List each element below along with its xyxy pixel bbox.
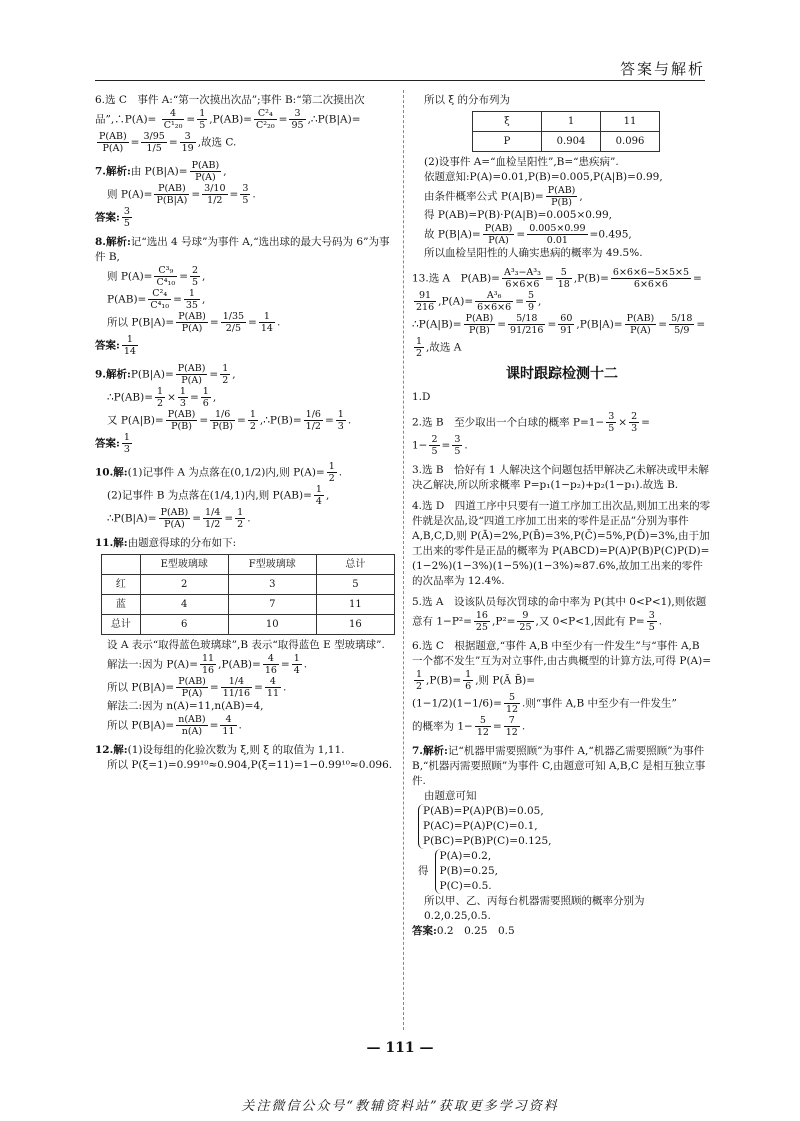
equation-system-1: P(AB)=P(A)P(B)=0.05, P(AC)=P(A)P(C)=0.1, P(BC)=P(B)P(C)=0.125, [418, 804, 551, 849]
q11: 11.解:由题意得球的分布如下: E型玻璃球 F型玻璃球 总计 红 2 3 5 蓝 4 7 11 总计 6 10 16 设 A 表示“取得蓝色玻璃球”,B 表示“取得蓝色 E 型玻璃球”. 解法一:因为 P(A)= $\frac{11}{16}$ ,P(AB)= $\frac{4}{16}$ = $\frac{1}{4}$ . 所以 P(B|A)= $\frac{P(AB)}{P(A)}$ = $\frac{1/4}{11/16}$ = $\frac{4}{11}$ . 解法二:因为 n(A)=11,n(AB)=4, 所以 P(B|A)= $\frac{n(AB)}{n(A)}$ = $\frac{4}{11}$ . [95, 536, 395, 737]
q12-continued: 所以 ξ 的分布列为 ξ 1 11 P 0.904 0.096 (2)设事件 A=“血检呈阳性”,B=“患疾病”. 依题意知:P(A)=0.01,P(B)=0.005,P(A|B)=0.99, 由条件概率公式 P(A|B)= $\frac{P(AB)}{P(B)}$ , 得 P(AB)=P(B)·P(A|B)=0.005×0.99, 故 P(B|A)= $\frac{P(AB)}{P(A)}$ = $\frac{0.005\times 0.99}{0.01}$ =0.495, 所以血检呈阳性的人确实患病的概率为 49.5%. [424, 94, 663, 259]
xi-distribution-table: ξ 1 11 P 0.904 0.096 [472, 111, 660, 152]
a7: 7.解析:记“机器甲需要照顾”为事件 A,“机器乙需要照顾”为事件 B,“机器丙需要照顾”为事件 C,由题意可知 A,B,C 是相互独立事件. 由题意可知 P(AB)=P(A)P(B)=0.05, P(AC)=P(A)P(C)=0.1, P(BC)=P(B)P(C)=0.125, 得 P(A)=0.2, P(B)=0.25, P(C)=0.5. 所以甲、乙、丙每台机器需要照顾的概率分别为 0.2,0.25,0.5. 答案:0.2 0.25 0.5 [412, 745, 706, 937]
q12: 12.解:(1)设每组的化验次数为 ξ,则 ξ 的取值为 1,11. 所以 P(ξ=1)=0.99¹⁰≈0.904,P(ξ=11)=1−0.99¹⁰≈0.096. [95, 744, 393, 771]
section-title: 课时跟踪检测十二 [506, 366, 618, 382]
footer-promo: 关注微信公众号“教辅资料站”获取更多学习资料 [241, 1099, 559, 1114]
page-number: — 111 — [366, 1040, 434, 1056]
a4: 4.选 D 四道工序中只要有一道工序加工出次品,则加工出来的零件就是次品,设“四道工序加工出来的零件是正品”分别为事件 A,B,C,D,则 P(Ā)=2%,P(B̄)=3%,P(C̄)=5%,P(D̄)=3%,由于加工出来的零件是正品的概率为 P(ABCD)=P(A)P(B)P(C)P(D)=(1−2%)(1−3%)(1−5%)(1−3%)≈87.6%,故加工出来的零件的次品率为 12.4%. [412, 500, 711, 587]
q6: 6.选 C 事件 A:“第一次摸出次品”;事件 B:“第二次摸出次品”,∴P(A)= $\frac{4}{\text{C¹₂₀}}$ = $\frac{1}{5}$ ,P(AB)= $\frac{\text{C²₄}}{\text{C²₂₀}}$ = $\frac{3}{95}$ ,∴P(B|A)= $\frac{P(AB)}{P(A)}$ = $\frac{3/95}{1/5}$ = $\frac{3}{19}$ ,故选 C. [95, 94, 365, 154]
table-row: 红 2 3 5 [102, 575, 395, 595]
ball-distribution-table: E型玻璃球 F型玻璃球 总计 红 2 3 5 蓝 4 7 11 总计 6 10 16 [101, 554, 395, 635]
a2: 2.选 B 至少取出一个白球的概率 P=1− $\frac{3}{5}$ × $\frac{2}{3}$ = 1− $\frac{2}{5}$ = $\frac{3}{5}$ . [412, 411, 650, 457]
header-rule [95, 80, 705, 81]
a6: 6.选 C 根据题意,“事件 A,B 中至少有一件发生”与“事件 A,B 一个都不发生”互为对立事件,由古典概型的计算方法,可得 P(A)= $\frac{1}{2}$ ,P(B)= $\frac{1}{6}$ ,则 P(Ā B̄)= (1−1/2)(1−1/6)= $\frac{5}{12}$ .则“事件 A,B 中至少有一件发生” 的概率为 1− $\frac{5}{12}$ = $\frac{7}{12}$ . [412, 640, 712, 738]
q7: 7.解析:由 P(B|A)= $\frac{P(AB)}{P(A)}$ , 则 P(A)= $\frac{P(AB)}{P(B|A)}$ = $\frac{3/10}{1/2}$ = $\frac{3}{5}$ . 答案: $\frac{3}{5}$ [95, 160, 256, 229]
header-title: 答案与解析 [619, 60, 705, 78]
equation-system-2: P(A)=0.2, P(B)=0.25, P(C)=0.5. [435, 849, 499, 894]
frac: $\frac{4}{\text{C¹₂₀}}$ [163, 108, 183, 131]
table-row: 总计 6 10 16 [102, 615, 395, 635]
table-row: 蓝 4 7 11 [102, 595, 395, 615]
a3: 3.选 B 恰好有 1 人解决这个问题包括甲解决乙未解决或甲未解决乙解决,所以所求概率 P=p₁(1−p₂)+p₂(1−p₁).故选 B. [412, 464, 709, 491]
a1: 1.D [412, 391, 431, 403]
left-column [95, 93, 395, 779]
q13: 13.选 A P(AB)= $\frac{\text{A³₃−A³₃}}{6\times 6\times 6}$ = $\frac{5}{18}$ ,P(B)= $\frac{6\times 6\times 6-5\times 5\times 5}{6\times 6\times 6}$ = $\frac{91}{216}$ ,P(A)= $\frac{\text{A³₆}}{6\times 6\times 6}$ = $\frac{5}{9}$ , ∴P(A|B)= $\frac{P(AB)}{P(B)}$ = $\frac{5/18}{91/216}$ = $\frac{60}{91}$ ,P(B|A)= $\frac{P(AB)}{P(A)}$ = $\frac{5/18}{5/9}$ = $\frac{1}{2}$ ,故选 A [412, 267, 706, 359]
a5: 5.选 A 设该队员每次罚球的命中率为 P(其中 0<P<1),则依题意有 1−P²= $\frac{16}{25}$ ,P²= $\frac{9}{25}$ ,又 0<P<1,因此有 P= $\frac{3}{5}$ . [412, 596, 707, 633]
right-column [412, 93, 712, 945]
q6-text: 6.选 C 事件 A:“第一次摸出次品”;事件 B:“第二次摸出次品”,∴P(A)= [95, 94, 365, 126]
q10: 10.解:(1)记事件 A 为点落在(0,1/2)内,则 P(A)= $\frac{1}{2}$ . (2)记事件 B 为点落在(1/4,1)内,则 P(AB)= $\frac{1}{4}$ , ∴P(B|A)= $\frac{P(AB)}{P(A)}$ = $\frac{1/4}{1/2}$ = $\frac{1}{2}$ . [95, 461, 343, 530]
column-divider [403, 90, 404, 1030]
q9: 9.解析:P(B|A)= $\frac{P(AB)}{P(A)}$ = $\frac{1}{2}$ , ∴P(AB)= $\frac{1}{2}$ × $\frac{1}{3}$ = $\frac{1}{6}$ , 又 P(A|B)= $\frac{P(AB)}{P(B)}$ = $\frac{1/6}{P(B)}$ = $\frac{1}{2}$ ,∴P(B)= $\frac{1/6}{1/2}$ = $\frac{1}{3}$ . 答案: $\frac{1}{3}$ [95, 363, 352, 455]
q8: 8.解析:记“选出 4 号球”为事件 A,“选出球的最大号码为 6”为事件 B, 则 P(A)= $\frac{\text{C³₉}}{\text{C⁴₁₀}}$ = $\frac{2}{5}$ , P(AB)= $\frac{\text{C²₄}}{\text{C⁴₁₀}}$ = $\frac{1}{35}$ , 所以 P(B|A)= $\frac{P(AB)}{P(A)}$ = $\frac{1/35}{2/5}$ = $\frac{1}{14}$ . 答案: $\frac{1}{14}$ [95, 236, 390, 357]
